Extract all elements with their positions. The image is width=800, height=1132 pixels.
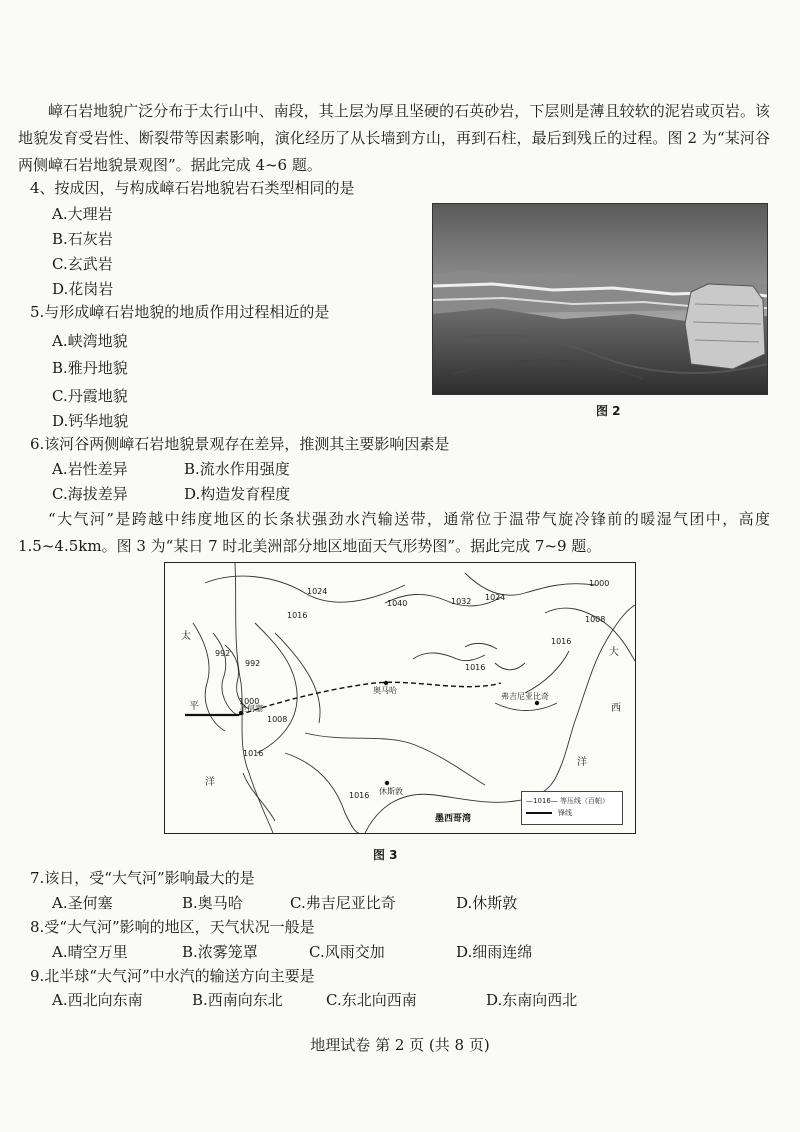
isobar-label-992-a: 992 [215,649,231,658]
question-8-stem: 8.受“大气河”影响的地区，天气状况一般是 [30,918,315,936]
question-6-stem: 6.该河谷两侧嶂石岩地貌景观存在差异，推测其主要影响因素是 [30,435,450,453]
isobar-label-992-b: 992 [245,659,261,668]
pacific-label-2: 平 [189,701,199,712]
question-9-stem: 9.北半球“大气河”中水汽的输送方向主要是 [30,967,315,985]
isobar-label-1000-east: 1000 [589,579,610,588]
question-7-option-d[interactable]: D.休斯敦 [456,894,518,912]
question-9-option-d[interactable]: D.东南向西北 [486,991,578,1009]
city-omaha: 奥马哈 [373,686,397,695]
city-houston: 休斯敦 [379,787,403,796]
pacific-label-3: 洋 [205,777,215,788]
isobar-label-1008-west: 1008 [267,715,288,724]
question-8-option-a[interactable]: A.晴空万里 [52,943,128,961]
city-san-jose: 圣何塞 [239,704,263,713]
gulf-of-mexico-label: 墨西哥湾 [435,814,472,824]
valley-landscape-illustration [433,204,767,394]
question-6-option-b[interactable]: B.流水作用强度 [184,460,290,478]
question-7-option-b[interactable]: B.奥马哈 [182,894,243,912]
question-7-option-a[interactable]: A.圣何塞 [52,894,113,912]
question-4-option-d[interactable]: D.花岗岩 [52,280,114,298]
passage-intro-atmospheric-river: “大气河”是跨越中纬度地区的长条状强劲水汽输送带，通常位于温带气旋冷锋前的暖湿气团中，高度 1.5~4.5km。图 3 为“某日 7 时北美洲部分地区地面天气形势图”。据此完成 7~9 题。 [18,510,770,555]
isobar-label-1008-east: 1008 [585,615,606,624]
question-9-option-a[interactable]: A.西北向东南 [52,991,143,1009]
question-5-option-d[interactable]: D.钙华地貌 [52,412,129,430]
legend-isobar: —1016— 等压线（百帕） [526,797,610,805]
figure-3-weather-map [164,562,636,834]
figure-2-caption: 图 2 [596,404,621,418]
question-5-option-b[interactable]: B.雅丹地貌 [52,359,128,377]
question-8-option-c[interactable]: C.风雨交加 [309,943,385,961]
question-7-option-c[interactable]: C.弗吉尼亚比奇 [290,894,396,912]
map-legend [521,791,623,825]
isobar-label-1000-west: 1000 [239,697,260,706]
question-4-stem: 4、按成因，与构成嶂石岩地貌岩石类型相同的是 [30,179,355,197]
figure-2-landscape-photo [432,203,768,395]
question-8-option-d[interactable]: D.细雨连绵 [456,943,533,961]
question-6-option-c[interactable]: C.海拔差异 [52,485,128,503]
isobar-label-1016-southwest: 1016 [243,749,264,758]
passage-intro-karst: 嶂石岩地貌广泛分布于太行山中、南段，其上层为厚且坚硬的石英砂岩，下层则是薄且较软的泥岩或页岩。该地貌发育受岩性、断裂带等因素影响，演化经历了从长墙到方山，再到石柱，最后到残丘的过程。图 2 为“某河谷两侧嶂石岩地貌景观图”。据此完成 4~6 题。 [18,102,770,174]
atlantic-label-1: 大 [609,647,619,658]
question-9-option-b[interactable]: B.西南向东北 [192,991,283,1009]
question-4-option-c[interactable]: C.玄武岩 [52,255,113,273]
question-5-stem: 5.与形成嶂石岩地貌的地质作用过程相近的是 [30,303,330,321]
page-footer: 地理试卷 第 2 页 (共 8 页) [310,1036,490,1054]
question-6-option-d[interactable]: D.构造发育程度 [184,485,291,503]
isobar-label-1040: 1040 [387,599,408,608]
isobar-label-1016-south: 1016 [349,791,370,800]
question-5-option-a[interactable]: A.峡湾地貌 [52,332,128,350]
isobar-label-1024-north: 1024 [307,587,328,596]
question-4-option-b[interactable]: B.石灰岩 [52,230,113,248]
isobar-label-1032: 1032 [451,597,472,606]
question-9-option-c[interactable]: C.东北向西南 [326,991,417,1009]
pacific-label-1: 太 [181,631,191,642]
city-virginia-beach: 弗吉尼亚比奇 [501,692,549,701]
isobar-label-1024-east: 1024 [485,593,506,602]
isobar-label-1016-lakes: 1016 [465,663,486,672]
figure-3-caption: 图 3 [373,848,398,862]
atlantic-label-2: 西 [611,703,621,714]
legend-front-line-icon [526,812,552,814]
question-7-stem: 7.该日，受“大气河”影响最大的是 [30,869,255,887]
isobar-label-1016-east: 1016 [551,637,572,646]
question-6-option-a[interactable]: A.岩性差异 [52,460,128,478]
question-4-option-a[interactable]: A.大理岩 [52,205,113,223]
atlantic-label-3: 洋 [577,757,587,768]
question-8-option-b[interactable]: B.浓雾笼罩 [182,943,258,961]
isobar-label-1016-northwest: 1016 [287,611,308,620]
question-5-option-c[interactable]: C.丹霞地貌 [52,387,128,405]
legend-front: 锋线 [558,809,572,817]
